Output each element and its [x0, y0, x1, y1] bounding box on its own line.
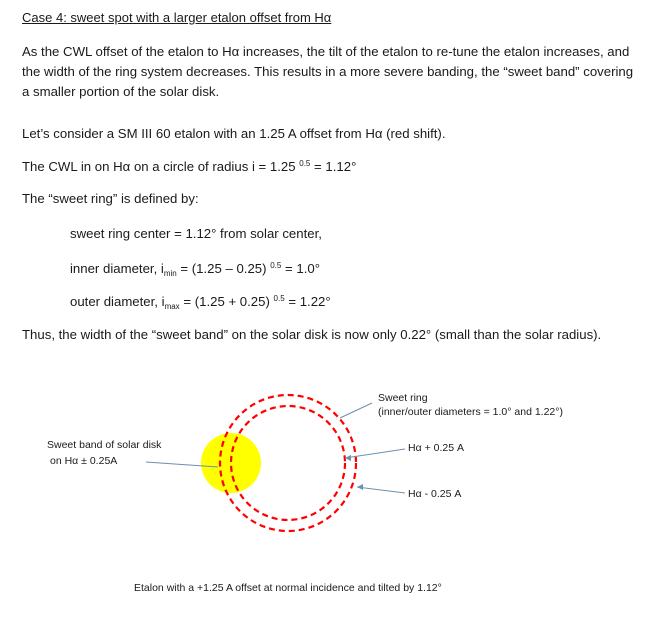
defined-line: The “sweet ring” is defined by:: [22, 191, 199, 206]
intro-paragraph: As the CWL offset of the etalon to Hα increases, the tilt of the etalon to re-tune the etalon increases, and the width of the ring system decreases. This results in a more severe banding, the “sweet band” covering a smaller portion of the solar disk.: [22, 44, 634, 99]
conclusion-paragraph: Thus, the width of the “sweet band” on the solar disk is now only 0.22° (small than the solar radius).: [22, 327, 602, 342]
solar-disk: [201, 433, 261, 493]
cwl-text: The CWL in on Hα on a circle of radius i = 1.25: [22, 159, 296, 174]
outer-mid: = (1.25 + 0.25): [179, 294, 270, 309]
outer-sub: max: [164, 302, 180, 311]
diagram-caption: Etalon with a +1.25 A offset at normal incidence and tilted by 1.12°: [134, 582, 442, 594]
cwl-exponent: 0.5: [299, 159, 311, 168]
minus-arrowhead: [357, 484, 363, 490]
plus-label: Hα + 0.25 A: [408, 442, 464, 454]
band-label-line2: on Hα ± 0.25A: [50, 455, 118, 467]
cwl-result: = 1.12°: [314, 159, 357, 174]
inner-mid: = (1.25 – 0.25): [176, 261, 267, 276]
outer-exponent: 0.5: [273, 294, 285, 303]
inner-prefix: inner diameter, i: [70, 261, 164, 276]
sweet-ring-leader-line: [340, 403, 372, 418]
section-title: Case 4: sweet spot with a larger etalon offset from Hα: [22, 10, 332, 25]
example-paragraph: Let’s consider a SM III 60 etalon with an 1.25 A offset from Hα (red shift).: [22, 126, 446, 141]
sweet-ring-label: Sweet ring: [378, 392, 428, 404]
minus-label: Hα - 0.25 A: [408, 488, 462, 500]
minus-leader-line: [357, 487, 405, 493]
outer-result: = 1.22°: [284, 294, 331, 309]
outer-prefix: outer diameter, i: [70, 294, 165, 309]
inner-sub: min: [163, 269, 177, 278]
center-line: sweet ring center = 1.12° from solar center,: [70, 226, 322, 241]
inner-exponent: 0.5: [270, 261, 282, 270]
inner-result: = 1.0°: [281, 261, 320, 276]
band-label-line1: Sweet band of solar disk: [47, 439, 162, 451]
diameters-label: (inner/outer diameters = 1.0° and 1.22°): [378, 406, 563, 418]
